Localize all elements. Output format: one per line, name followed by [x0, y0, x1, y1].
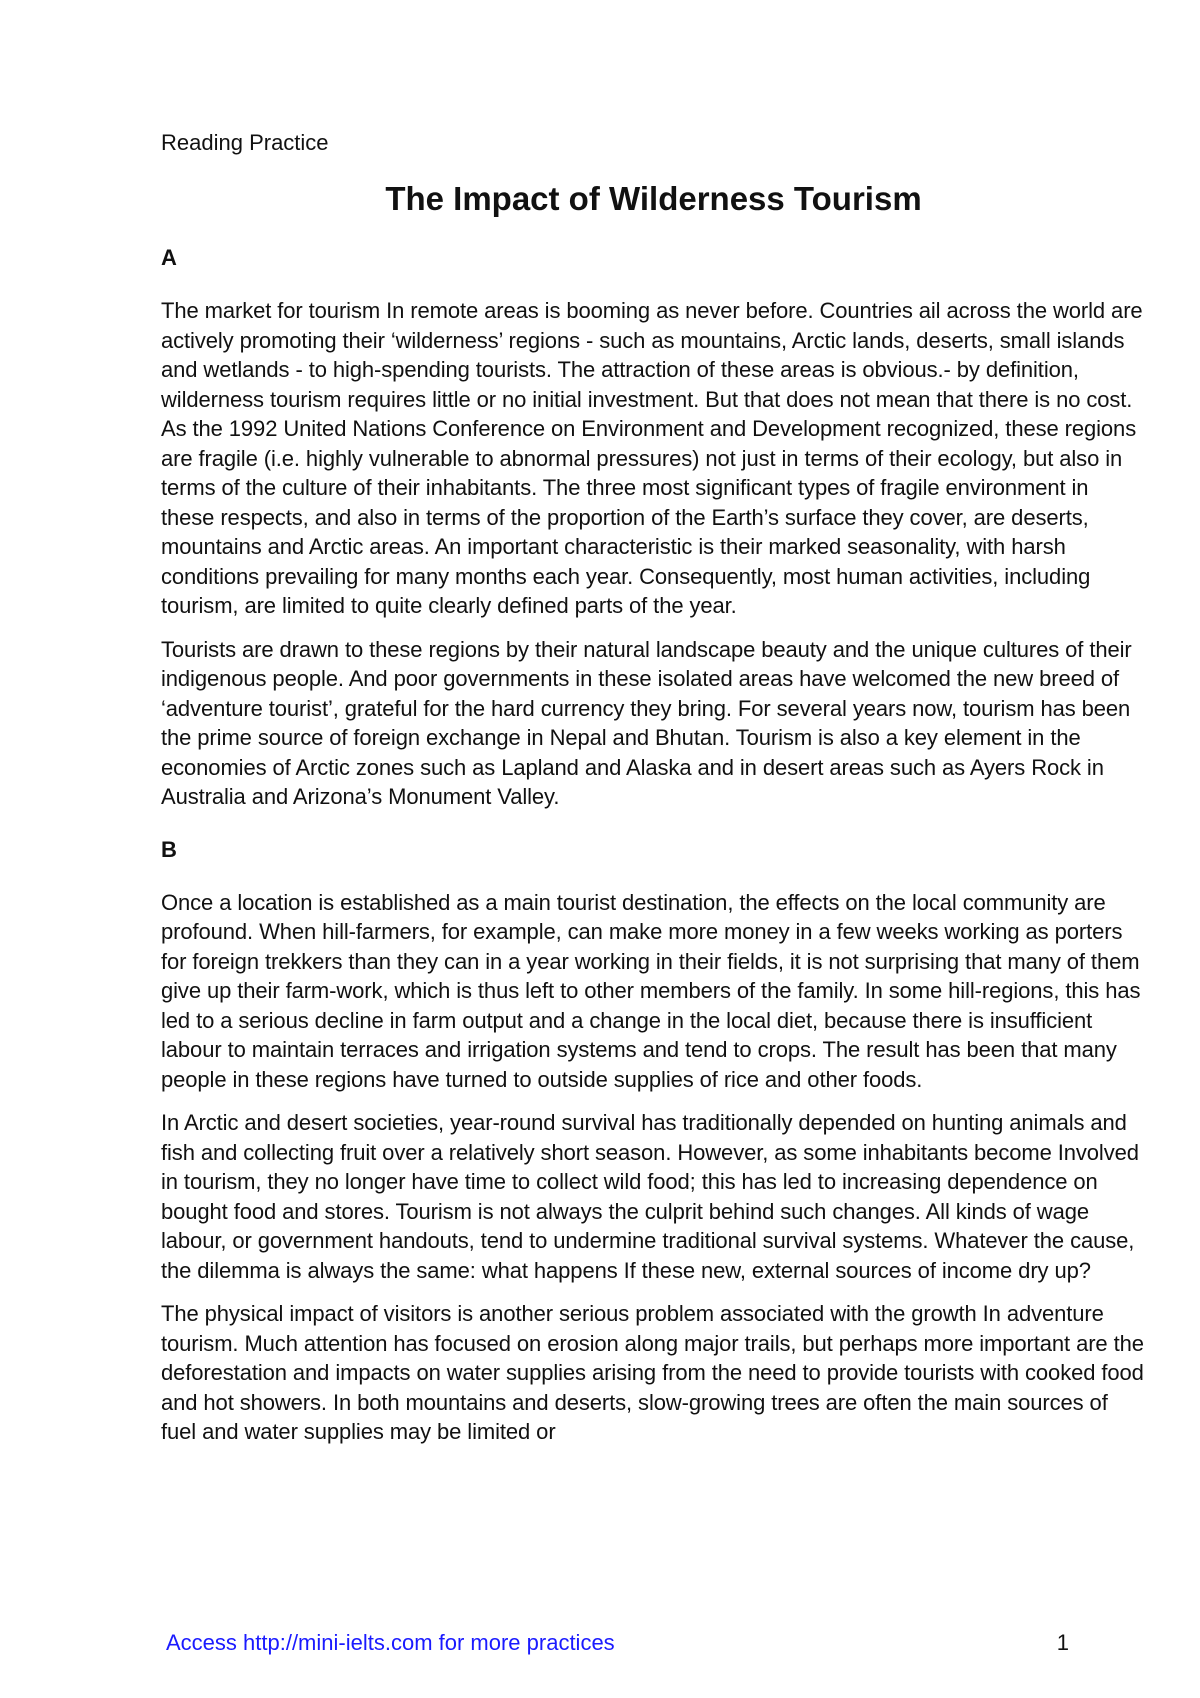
footer-link[interactable]: Access http://mini-ielts.com for more practices: [166, 1630, 615, 1655]
document-body: [161, 128, 1146, 1447]
page-footer: [0, 1628, 1200, 1658]
document-kicker: Reading Practice: [161, 130, 329, 155]
section-b: [161, 835, 1146, 1447]
section-label-a: A: [161, 245, 177, 270]
paragraph-a-2: Tourists are drawn to these regions by their natural landscape beauty and the unique cultures of their indigenous people. And poor governments in these isolated areas have welcomed the new breed of ‘adventure tourist’, grateful for the hard currency they bring. For several years now, tourism has been the prime source of foreign exchange in Nepal and Bhutan. Tourism is also a key element in the economies of Arctic zones such as Lapland and Alaska and in desert areas such as Ayers Rock in Australia and Arizona’s Monument Valley.: [161, 636, 1132, 809]
paragraph-b-2: In Arctic and desert societies, year-round survival has traditionally depended on hunting animals and fish and collecting fruit over a relatively short season. However, as some inhabitants become Involved in tourism, they no longer have time to collect wild food; this has led to increasing dependence on bought food and stores. Tourism is not always the culprit behind such changes. All kinds of wage labour, or government handouts, tend to undermine traditional survival systems. Whatever the cause, the dilemma is always the same: what happens If these new, external sources of income dry up?: [161, 1110, 1139, 1283]
paragraph-b-1: Once a location is established as a main tourist destination, the effects on the local community are profound. When hill-farmers, for example, can make more money in a few weeks working as porters for foreign trekkers than they can in a year working in their fields, it is not surprising that many of them give up their farm-work, which is thus left to other members of the family. In some hill-regions, this has led to a serious decline in farm output and a change in the local diet, because there is insufficient labour to maintain terraces and irrigation systems and tend to crops. The result has been that many people in these regions have turned to outside supplies of rice and other foods.: [161, 889, 1141, 1092]
page-number: 1: [1056, 1630, 1069, 1655]
paragraph-a-1: The market for tourism In remote areas is booming as never before. Countries ail across the world are actively promoting their ‘wilderness’ regions - such as mountains, Arctic lands, deserts, small islands and wetlands - to high-spending tourists. The attraction of these areas is obvious.- by definition, wilderness tourism requires little or no initial investment. But that does not mean that there is no cost. As the 1992 United Nations Conference on Environment and Development recognized, these regions are fragile (i.e. highly vulnerable to abnormal pressures) not just in terms of their ecology, but also in terms of the culture of their inhabitants. The three most significant types of fragile environment in these respects, and also in terms of the proportion of the Earth’s surface they cover, are deserts, mountains and Arctic areas. An important characteristic is their marked seasonality, with harsh conditions prevailing for many months each year. Consequently, most human activities, including tourism, are limited to quite clearly defined parts of the year.: [161, 298, 1143, 618]
section-a: [161, 243, 1146, 812]
section-label-b: B: [161, 836, 177, 862]
document-title: The Impact of Wilderness Tourism: [385, 180, 922, 217]
paragraph-b-3: The physical impact of visitors is another serious problem associated with the growth In adventure tourism. Much attention has focused on erosion along major trails, but perhaps more important are the deforestation and impacts on water supplies arising from the need to provide tourists with cooked food and hot showers. In both mountains and deserts, slow-growing trees are often the main sources of fuel and water supplies may be limited or: [161, 1301, 1144, 1444]
